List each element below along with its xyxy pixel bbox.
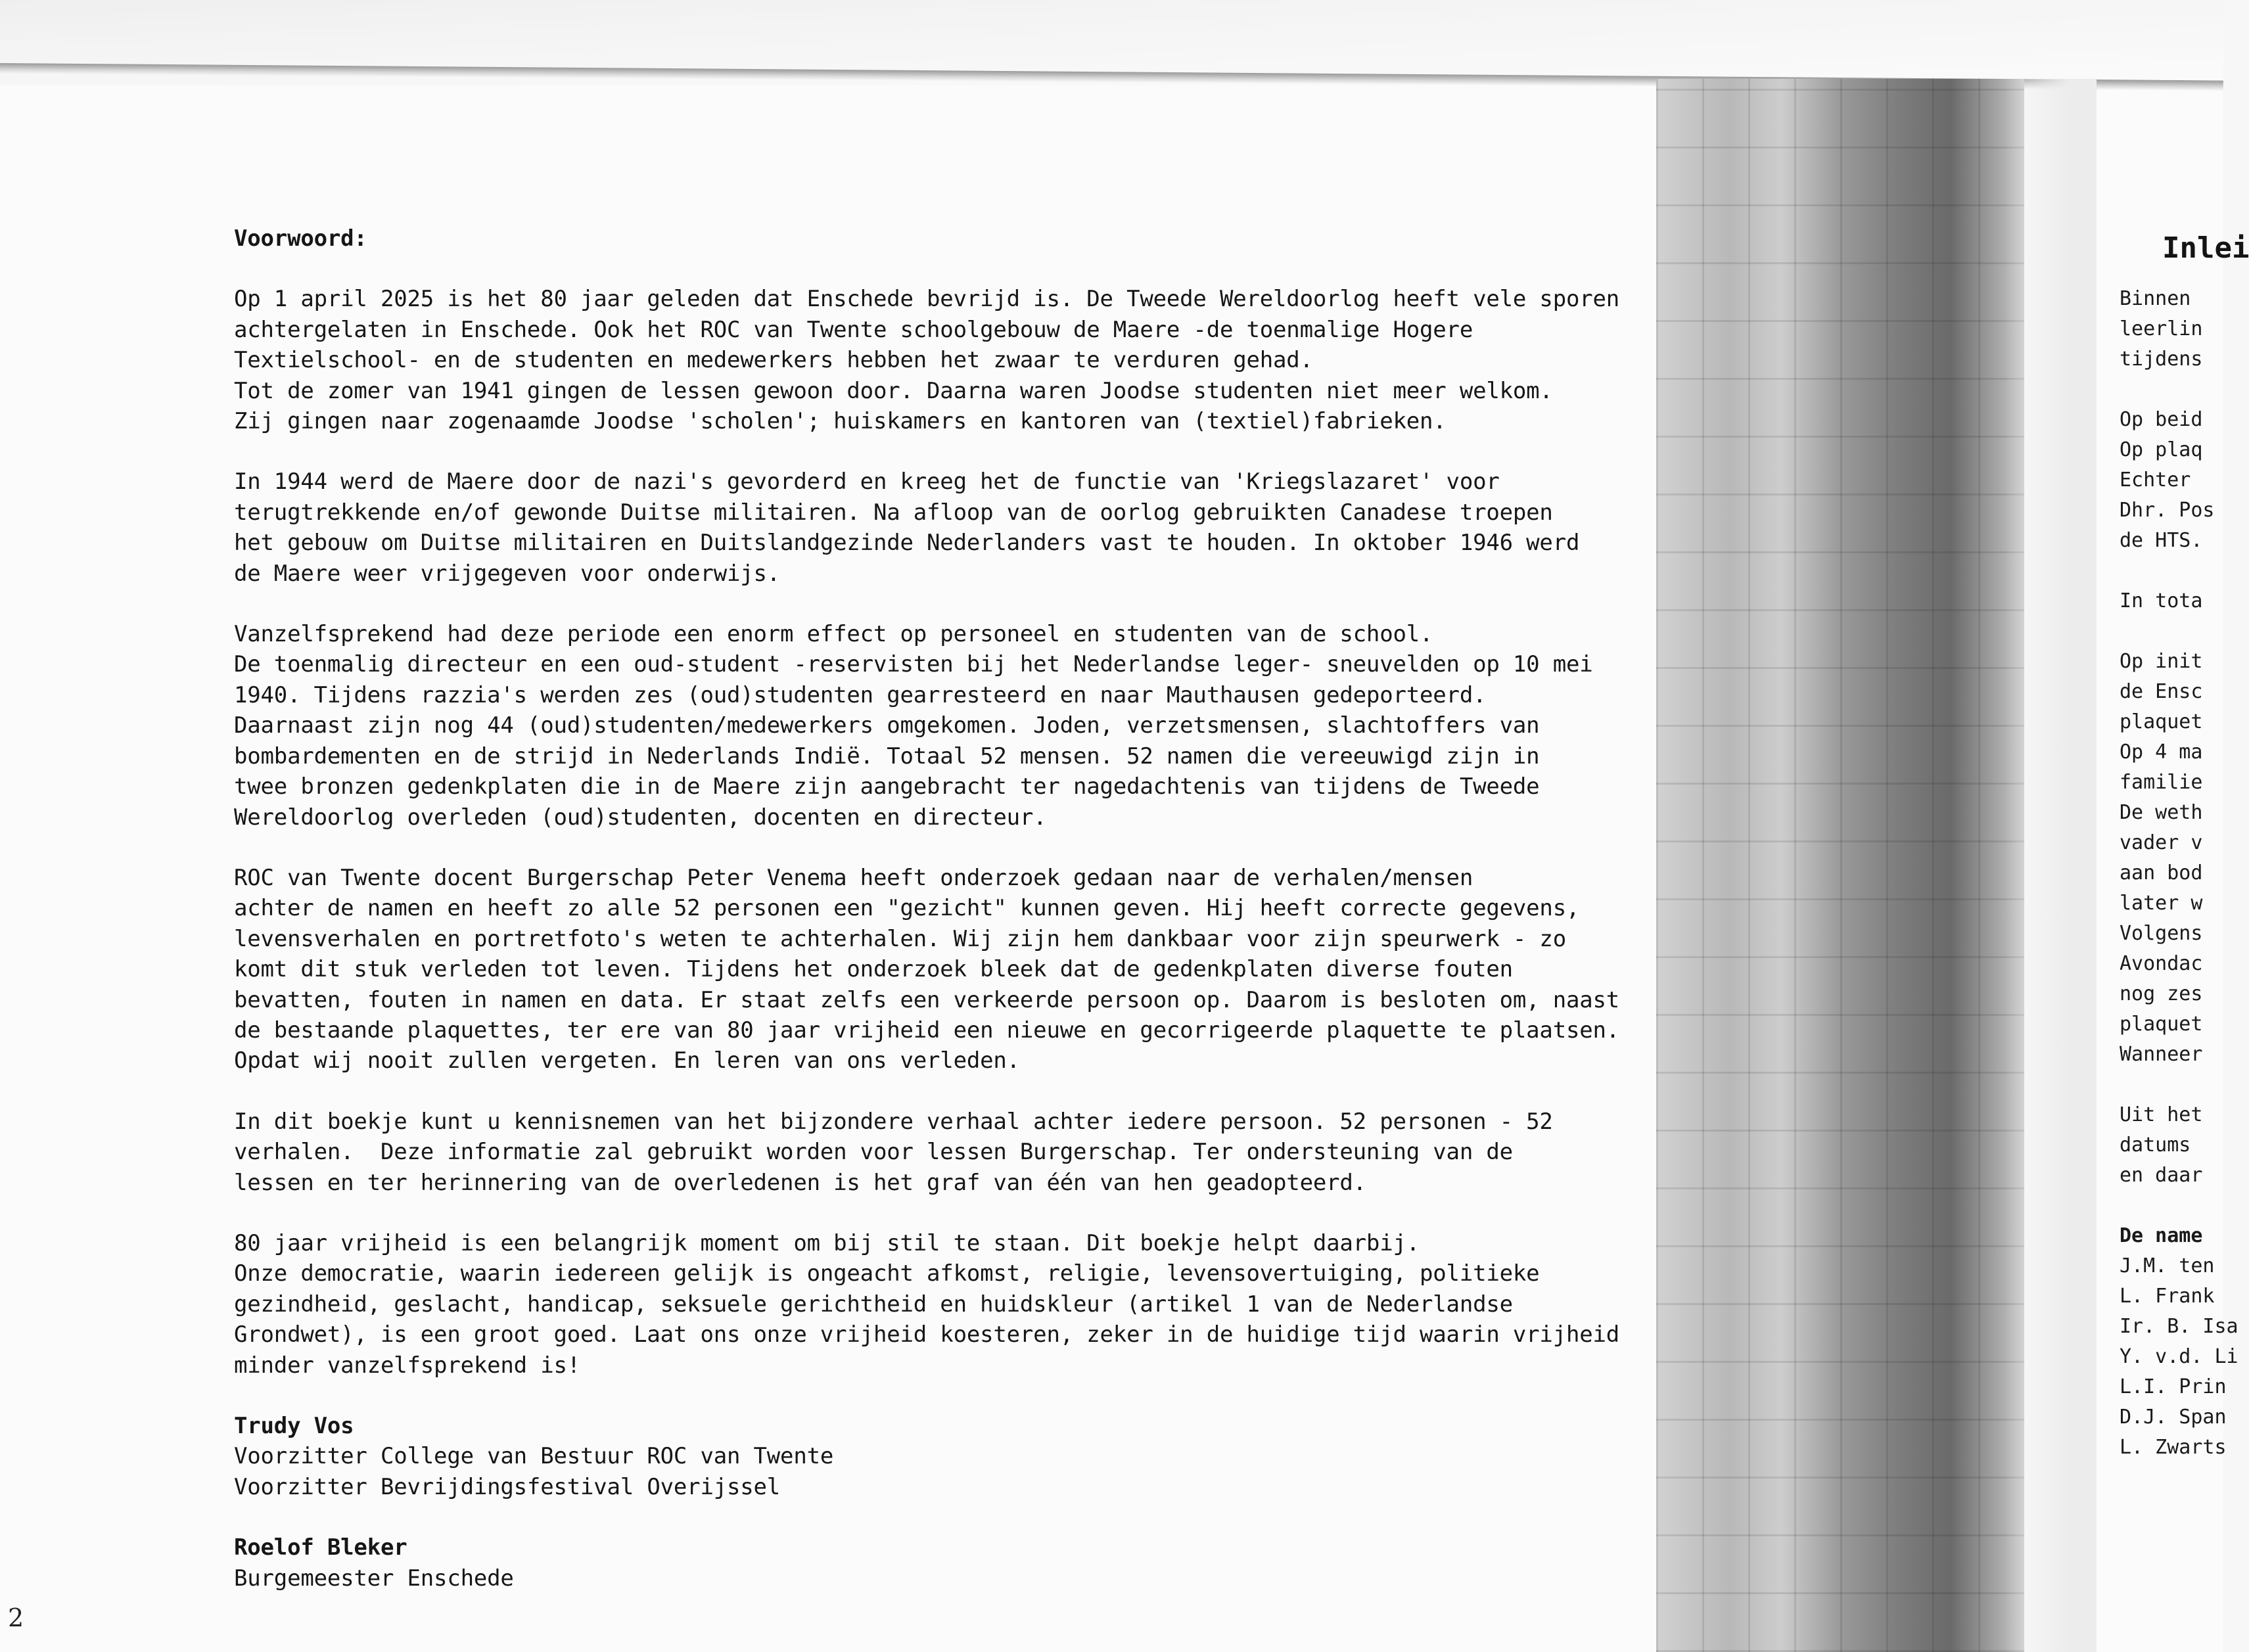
paragraph-line: Textielschool- en de studenten en medewerkers hebben het zwaar te verduren gehad. <box>234 347 1313 374</box>
right-page-line: tijdens <box>2120 348 2203 371</box>
right-page-line: L. Zwarts <box>2120 1436 2227 1459</box>
paragraph-line: Opdat wij nooit zullen vergeten. En leren van ons verleden. <box>234 1047 1020 1074</box>
right-page-line: Binnen <box>2120 287 2191 310</box>
signatures <box>234 1411 1647 1594</box>
right-page-line: de HTS. <box>2120 529 2203 552</box>
paragraph-line: levensverhalen en portretfoto's weten te achterhalen. Wij zijn hem dankbaar voor zijn speurwerk - zo <box>234 925 1566 952</box>
paragraph-line: ROC van Twente docent Burgerschap Peter Venema heeft onderzoek gedaan naar de verhalen/mensen <box>234 864 1473 891</box>
paragraph-line: 80 jaar vrijheid is een belangrijk moment om bij stil te staan. Dit boekje helpt daarbij. <box>234 1229 1420 1256</box>
right-page-line: later w <box>2120 892 2203 915</box>
right-page-line: nog zes <box>2120 982 2203 1005</box>
paragraph-line: Daarnaast zijn nog 44 (oud)studenten/medewerkers omgekomen. Joden, verzetsmensen, slachtoffers van <box>234 712 1540 739</box>
paragraph-line: In 1944 werd de Maere door de nazi's gevorderd en kreeg het de functie van 'Kriegslazaret' voor <box>234 469 1500 495</box>
right-page-line: aan bod <box>2120 861 2203 884</box>
paragraph-line: Vanzelfsprekend had deze periode een enorm effect op personeel en studenten van de school. <box>234 621 1433 648</box>
right-page-line: plaquet <box>2120 1013 2203 1036</box>
paragraph-line: lessen en ter herinnering van de overledenen is het graf van één van hen geadopteerd. <box>234 1169 1366 1196</box>
right-page-line <box>2120 556 2238 586</box>
right-page-line: D.J. Span <box>2120 1406 2227 1429</box>
right-page-line <box>2120 616 2238 647</box>
paragraph-line: het gebouw om Duitse militairen en Duitslandgezinde Nederlanders vast te houden. In oktober 1946 werd <box>234 530 1580 557</box>
signatory-role: Burgemeester Enschede <box>234 1565 514 1592</box>
paragraph-line: gezindheid, geslacht, handicap, seksuele gerichtheid en huidskleur (artikel 1 van de Nederlandse <box>234 1291 1513 1318</box>
foreword-heading: Voorwoord: <box>234 225 367 252</box>
right-page-line: Wanneer <box>2120 1043 2203 1066</box>
right-page-title: Inlei <box>2162 231 2249 265</box>
signatory-role: Voorzitter Bevrijdingsfestival Overijssel <box>234 1473 781 1500</box>
right-page-line: Op beid <box>2120 408 2203 431</box>
right-page-line: plaquet <box>2120 710 2203 733</box>
right-page-line: Echter <box>2120 469 2191 492</box>
right-page-line: Avondac <box>2120 952 2203 975</box>
foreword-paragraphs <box>234 284 1647 1381</box>
paragraph-line: terugtrekkende en/of gewonde Duitse militairen. Na afloop van de oorlog gebruikten Canadese troepen <box>234 499 1553 526</box>
paragraph-line: Tot de zomer van 1941 gingen de lessen gewoon door. Daarna waren Joodse studenten niet meer welkom. <box>234 377 1553 404</box>
right-page-line: datums <box>2120 1134 2191 1157</box>
signatory-name: Trudy Vos <box>234 1413 354 1439</box>
page-number: 2 <box>8 1603 24 1632</box>
right-page-line <box>2120 1191 2238 1221</box>
right-page-line: Volgens <box>2120 922 2203 945</box>
paragraph-line: De toenmalig directeur en een oud-student -reservisten bij het Nederlandse leger- sneuvelden op 10 mei <box>234 651 1593 678</box>
paragraph-line: achtergelaten in Enschede. Ook het ROC van Twente schoolgebouw de Maere -de toenmalige Hogere <box>234 316 1473 343</box>
right-page-line: vader v <box>2120 831 2203 854</box>
right-page-line: In tota <box>2120 589 2203 612</box>
right-page-line: Op init <box>2120 650 2203 673</box>
right-page-line: Op plaq <box>2120 438 2203 461</box>
right-page-line: L.I. Prin <box>2120 1375 2227 1398</box>
right-page-line: De weth <box>2120 801 2203 824</box>
paragraph-line: Op 1 april 2025 is het 80 jaar geleden dat Enschede bevrijd is. De Tweede Wereldoorlog heeft vele sporen <box>234 286 1620 313</box>
foreword-text <box>234 223 1647 1594</box>
right-page-line: leerlin <box>2120 317 2203 340</box>
right-page-line: en daar <box>2120 1164 2203 1187</box>
right-page-line: Op 4 ma <box>2120 741 2203 764</box>
paragraph-line: komt dit stuk verleden tot leven. Tijdens het onderzoek bleek dat de gedenkplaten diverse fouten <box>234 956 1513 983</box>
paragraph-line: verhalen. Deze informatie zal gebruikt worden voor lessen Burgerschap. Ter ondersteuning van de <box>234 1139 1513 1166</box>
photo-strip-fade <box>2005 79 2097 1652</box>
right-page-line: Ir. B. Isa <box>2120 1315 2238 1338</box>
right-page-line: familie <box>2120 771 2203 794</box>
right-page-line: L. Frank <box>2120 1285 2215 1308</box>
paragraph-line: achter de namen en heeft zo alle 52 personen een "gezicht" kunnen geven. Hij heeft correcte gegevens, <box>234 895 1580 922</box>
paragraph-line: de Maere weer vrijgegeven voor onderwijs. <box>234 560 781 587</box>
signatory-role: Voorzitter College van Bestuur ROC van Twente <box>234 1443 834 1470</box>
paragraph-line: bevatten, fouten in namen en data. Er staat zelfs een verkeerde persoon op. Daarom is besloten om, naast <box>234 986 1620 1013</box>
paragraph-line: In dit boekje kunt u kennisnemen van het bijzondere verhaal achter iedere persoon. 52 personen - 52 <box>234 1108 1553 1135</box>
paragraph-line: Wereldoorlog overleden (oud)studenten, docenten en directeur. <box>234 804 1047 831</box>
paragraph-line: twee bronzen gedenkplaten die in de Maere zijn aangebracht ter nagedachtenis van tijdens de Tweede <box>234 773 1540 800</box>
right-page-line: J.M. ten <box>2120 1254 2215 1277</box>
paragraph-line: minder vanzelfsprekend is! <box>234 1352 581 1379</box>
paragraph-line: 1940. Tijdens razzia's werden zes (oud)studenten gearresteerd en naar Mauthausen gedeporteerd. <box>234 681 1487 708</box>
right-page-line: Uit het <box>2120 1103 2203 1126</box>
right-page-line <box>2120 1070 2238 1100</box>
right-page-line: Dhr. Pos <box>2120 499 2215 522</box>
paragraph-line: de bestaande plaquettes, ter ere van 80 jaar vrijheid een nieuwe en gecorrigeerde plaquette te plaatsen. <box>234 1017 1620 1044</box>
right-page-line: De name <box>2120 1224 2203 1247</box>
right-page-line: de Ensc <box>2120 680 2203 703</box>
paragraph-line: bombardementen en de strijd in Nederlands Indië. Totaal 52 mensen. 52 namen die vereeuwigd zijn in <box>234 743 1540 769</box>
right-page-line: Y. v.d. Li <box>2120 1345 2238 1368</box>
right-page-text <box>2120 223 2238 1463</box>
signatory-name: Roelof Bleker <box>234 1534 407 1561</box>
paragraph-line: Grondwet), is een groot goed. Laat ons onze vrijheid koesteren, zeker in de huidige tijd waarin vrijheid <box>234 1321 1620 1348</box>
portrait-photo-strip <box>1656 79 2024 1652</box>
right-page-line <box>2120 375 2238 405</box>
paragraph-line: Onze democratie, waarin iedereen gelijk is ongeacht afkomst, religie, levensovertuiging, politieke <box>234 1260 1540 1287</box>
paragraph-line: Zij gingen naar zogenaamde Joodse 'scholen'; huiskamers en kantoren van (textiel)fabrieken. <box>234 408 1447 435</box>
